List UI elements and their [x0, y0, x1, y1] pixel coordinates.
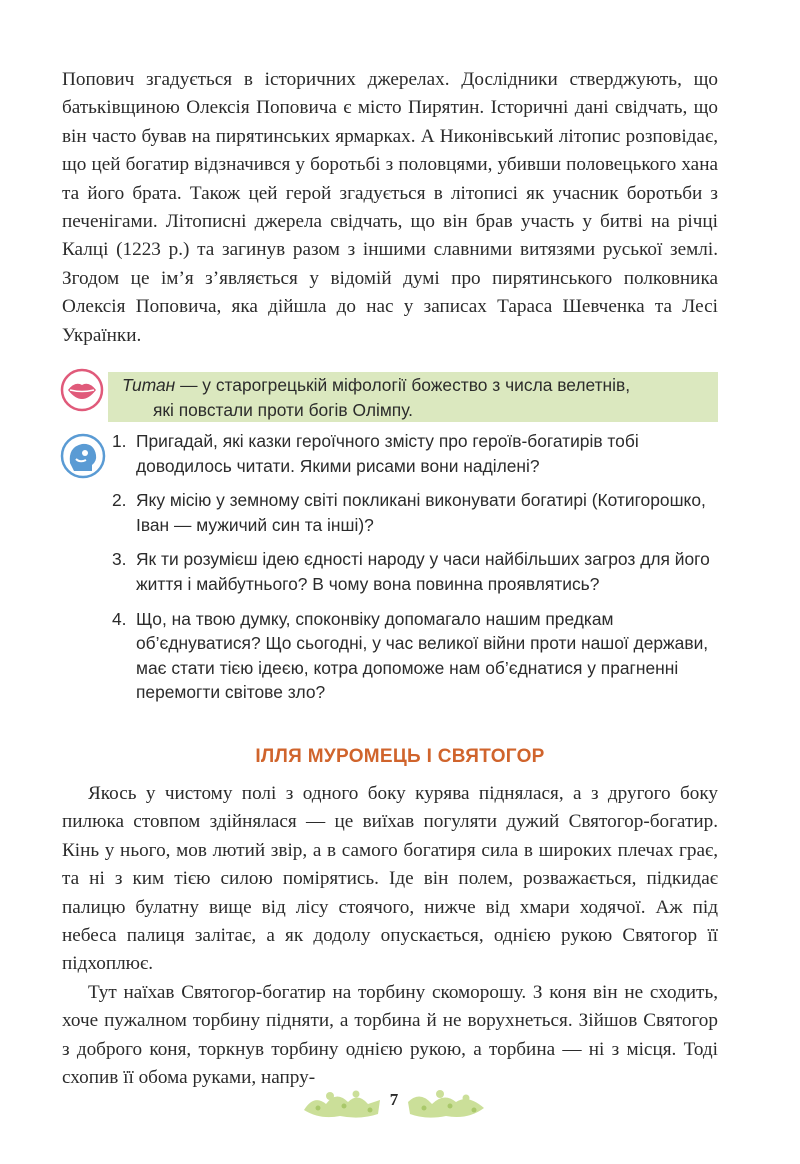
question-item [112, 547, 718, 596]
question-number: 1. [112, 431, 127, 451]
glossary-definition-1: — у старогрецькій міфології божество з числа велетнів, [175, 375, 631, 395]
question-item [112, 488, 718, 537]
questions-list [112, 429, 718, 715]
question-item [112, 607, 718, 705]
intro-paragraph [62, 66, 718, 350]
glossary-term: Титан [122, 375, 176, 395]
page-number: 7 [389, 1090, 399, 1109]
question-text: Що, на твою думку, споконвіку допомагало нашим предкам об’єднуватися? Що сьогодні, у час великої війни проти нашої держави, має стати тією ідеєю, котра допоможе нам об’єднатися у прагненні перемогти світове зло? [136, 608, 709, 703]
section-heading: ІЛЛЯ МУРОМЕЦЬ І СВЯТОГОР [255, 746, 545, 767]
story-text [62, 780, 718, 1092]
question-number: 2. [112, 490, 127, 511]
question-text: Як ти розумієш ідею єдності народу у часи найбільших загроз для його життя і майбутнього? В чому вона повинна проявлятись? [136, 549, 710, 594]
story-paragraph-1: Якось у чистому полі з одного боку курява піднялася, а з другого боку пилюка стовпом здійнялася — це виїхав погуляти дужий Святогор-богатир. Кінь у нього, мов лютий звір, а в самого богатиря сила в широких плечах грає, та ні з ким тією силою помірятись. Іде він полем, розважається, підкидає палицю булатну вище від лісу стоячого, нижче від хмари ходячої. Аж під небеса палиця залітає, а як додолу опускається, однією рукою Святогор її підхоплює. [62, 783, 718, 975]
glossary-entry [122, 373, 722, 423]
story-paragraph-2: Тут наїхав Святогор-богатир на торбину скоморошу. З коня він не сходить, хоче пужалном торбину підняти, а торбина й не ворухнеться. Зійшов Святогор з доброго коня, торкнув торбину однією рукою, а торбина — ні з місця. Тоді схопив її обома руками, напру- [62, 981, 718, 1089]
question-text: Яку місію у земному світі покликані виконувати богатирі (Котигорошко, Іван — мужичий син та інші)? [136, 490, 706, 535]
question-head-icon [60, 433, 106, 479]
question-number: 3. [112, 549, 127, 570]
intro-paragraph-text: Попович згадується в історичних джерелах. Дослідники стверджують, що батьківщиною Олексія Поповича є місто Пирятин. Історичні дані свідчать, що він часто бував на пирятинських ярмарках. А Никонівський літопис розповідає, що цей богатир відзначився у боротьбі з половцями, убивши половецького хана та його брата. Також цей герой згадується в літописі як учасник боротьби з печенігами. Літописні джерела свідчать, що він брав участь у битві на річці Калці (1223 р.) та загинув разом з іншими славними витязями руської землі. Згодом це ім’я з’являється у відомій думі про пирятинського полковника Олексія Поповича, яка дійшла до нас у записах Тараса Шевченка та Лесі Українки. [62, 69, 718, 346]
glossary-definition-2: які повстали проти богів Олімпу. [153, 400, 413, 420]
question-text: Пригадай, які казки героїчного змісту про героїв-богатирів тобі доводилось читати. Якими рисами вони наділені? [136, 431, 639, 476]
question-number: 4. [112, 608, 127, 629]
question-item [112, 429, 718, 478]
lips-icon [60, 368, 104, 412]
